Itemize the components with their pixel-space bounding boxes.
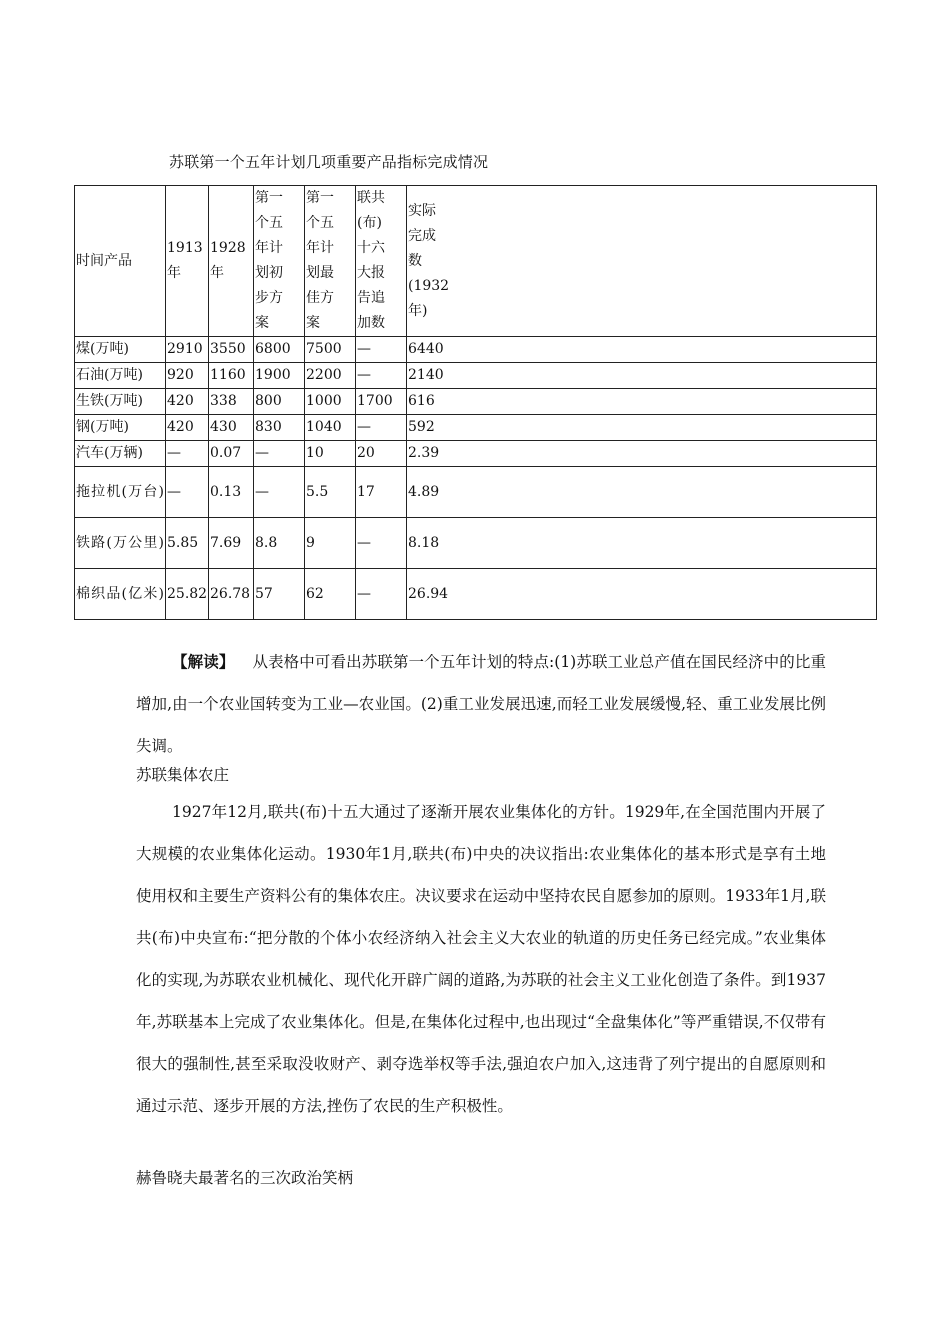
- table-row: [75, 467, 877, 518]
- header-cell: 第一 个五 年计 划最 佳方 案: [305, 186, 356, 337]
- table-cell: 830: [254, 415, 305, 441]
- table-cell: 592: [407, 415, 877, 441]
- table-cell: 420: [166, 415, 209, 441]
- table-row: [75, 363, 877, 389]
- table-cell: 7500: [305, 337, 356, 363]
- table-cell: 8.18: [407, 518, 877, 569]
- row-label: 钢(万吨): [75, 415, 166, 441]
- table-cell: 9: [305, 518, 356, 569]
- collective-farm-paragraph: 1927年12月,联共(布)十五大通过了逐渐开展农业集体化的方针。1929年,在全国范围内开展了大规模的农业集体化运动。1930年1月,联共(布)中央的决议指出:农业集体化的基本形式是享有土地使用权和主要生产资料公有的集体农庄。决议要求在运动中坚持农民自愿参加的原则。1933年1月,联共(布)中央宣布:“把分散的个体小农经济纳入社会主义大农业的轨道的历史任务已经完成。”农业集体化的实现,为苏联农业机械化、现代化开辟广阔的道路,为苏联的社会主义工业化创造了条件。到1937年,苏联基本上完成了农业集体化。但是,在集体化过程中,也出现过“全盘集体化”等严重错误,不仅带有很大的强制性,甚至采取没收财产、剥夺选举权等手法,强迫农户加入,这违背了列宁提出的自愿原则和通过示范、逐步开展的方法,挫伤了农民的生产积极性。: [136, 803, 826, 1115]
- table-cell: 800: [254, 389, 305, 415]
- table-cell: 7.69: [209, 518, 254, 569]
- row-label: 汽车(万辆): [75, 441, 166, 467]
- header-cell: 1913 年: [166, 186, 209, 337]
- table-cell: —: [254, 467, 305, 518]
- table-cell: —: [166, 441, 209, 467]
- table-cell: 26.78: [209, 569, 254, 620]
- table-row: [75, 415, 877, 441]
- header-cell: 第一 个五 年计 划初 步方 案: [254, 186, 305, 337]
- table-cell: —: [166, 467, 209, 518]
- table-cell: 6800: [254, 337, 305, 363]
- table-cell: 25.82: [166, 569, 209, 620]
- header-cell: 联共 (布) 十六 大报 告追 加数: [356, 186, 407, 337]
- table-cell: 420: [166, 389, 209, 415]
- table-cell: —: [356, 337, 407, 363]
- table-cell: 920: [166, 363, 209, 389]
- table-title: 苏联第一个五年计划几项重要产品指标完成情况: [169, 153, 489, 171]
- table-cell: 1900: [254, 363, 305, 389]
- table-cell: 1040: [305, 415, 356, 441]
- table-cell: 0.13: [209, 467, 254, 518]
- table-cell: 5.5: [305, 467, 356, 518]
- section-heading-khrushchev: 赫鲁晓夫最著名的三次政治笑柄: [136, 1169, 354, 1187]
- table-cell: 57: [254, 569, 305, 620]
- table-cell: 1160: [209, 363, 254, 389]
- table-cell: 2200: [305, 363, 356, 389]
- row-label: 棉织品(亿米): [75, 569, 166, 620]
- table-cell: 2.39: [407, 441, 877, 467]
- table-cell: 2140: [407, 363, 877, 389]
- table-cell: 5.85: [166, 518, 209, 569]
- header-cell: 实际 完成 数 (1932 年): [407, 186, 877, 337]
- table-cell: —: [356, 569, 407, 620]
- table-cell: 4.89: [407, 467, 877, 518]
- production-table: [74, 185, 877, 620]
- interpretation-label: 【解读】: [172, 652, 235, 671]
- table-cell: 10: [305, 441, 356, 467]
- row-label: 煤(万吨): [75, 337, 166, 363]
- table-cell: 1000: [305, 389, 356, 415]
- table-row: [75, 389, 877, 415]
- row-label: 铁路(万公里): [75, 518, 166, 569]
- table-cell: 62: [305, 569, 356, 620]
- interpretation-text: 从表格中可看出苏联第一个五年计划的特点:(1)苏联工业总产值在国民经济中的比重增加,由一个农业国转变为工业—农业国。(2)重工业发展迅速,而轻工业发展缓慢,轻、重工业发展比例失调。: [136, 653, 826, 755]
- row-label: 拖拉机(万台): [75, 467, 166, 518]
- table-cell: —: [254, 441, 305, 467]
- table-cell: 20: [356, 441, 407, 467]
- section-heading-collective-farm: 苏联集体农庄: [136, 766, 230, 784]
- table-cell: 6440: [407, 337, 877, 363]
- table-cell: 1700: [356, 389, 407, 415]
- table-cell: 8.8: [254, 518, 305, 569]
- table-cell: —: [356, 363, 407, 389]
- table-cell: —: [356, 415, 407, 441]
- table-cell: 2910: [166, 337, 209, 363]
- interpretation-paragraph: [136, 641, 826, 767]
- table-header-row: [75, 186, 877, 337]
- table-row: [75, 569, 877, 620]
- table-row: [75, 441, 877, 467]
- row-label: 石油(万吨): [75, 363, 166, 389]
- table-cell: —: [356, 518, 407, 569]
- table-cell: 338: [209, 389, 254, 415]
- header-cell: 时间产品: [75, 186, 166, 337]
- table-cell: 0.07: [209, 441, 254, 467]
- table-row: [75, 337, 877, 363]
- table-cell: 26.94: [407, 569, 877, 620]
- table-cell: 430: [209, 415, 254, 441]
- header-cell: 1928 年: [209, 186, 254, 337]
- table-cell: 3550: [209, 337, 254, 363]
- row-label: 生铁(万吨): [75, 389, 166, 415]
- table-cell: 17: [356, 467, 407, 518]
- table-row: [75, 518, 877, 569]
- table-cell: 616: [407, 389, 877, 415]
